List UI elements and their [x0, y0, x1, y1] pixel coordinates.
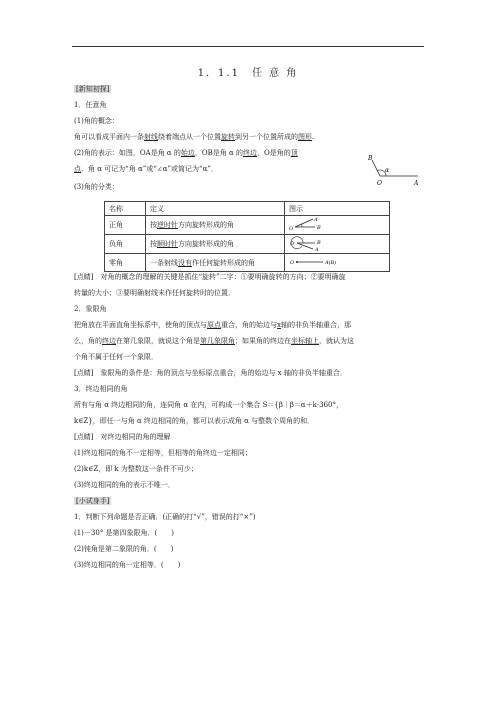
section-tag-new-knowledge: [新知初探] — [76, 85, 110, 93]
exercise-item-3: (3)终边相同的角一定相等．( ) — [74, 561, 181, 569]
heading-coterminal-angle: 3．终边相同的角 — [74, 385, 128, 393]
top-rule — [72, 46, 424, 47]
table-row — [105, 235, 390, 254]
fig-label-alpha: α — [385, 167, 390, 174]
exercise-item-2: (2)钝角是第二象限的角．( ) — [74, 545, 174, 553]
coterminal-text-line2: k∈Z}，即任一与角 α 终边相同的角，都可以表示成角 α 与整数个周角的和． — [74, 417, 315, 425]
exercise-item-1: (1)－30° 是第四象限角．( ) — [74, 529, 175, 537]
svg-text:A: A — [314, 217, 318, 223]
heading-arbitrary-angle: 1．任意角 — [74, 101, 107, 109]
svg-text:B: B — [317, 240, 321, 246]
page-title: 1．1.1 任 意 角 — [197, 68, 299, 79]
quadrant-text-line2: 么，角的终边在第几象限，就说这个角是第几象限角；如果角的终边在坐标轴上，就认为这 — [74, 337, 354, 345]
concept-heading: (1)角的概念： — [74, 117, 119, 125]
fig-label-a: A — [414, 180, 419, 187]
row-definition: 一条射线没有作任何旋转形成的角 — [146, 254, 285, 272]
fig-label-b: B — [368, 155, 373, 162]
svg-text:B: B — [317, 225, 321, 231]
heading-quadrant-angle: 2．象限角 — [74, 305, 107, 313]
negative-angle-figure — [285, 235, 390, 254]
angle-classification-table — [104, 201, 390, 272]
representation-text: (2)角的表示：如图，OA是角 α 的始边，OB是角 α 的终边，O是角的顶 — [74, 149, 298, 157]
note-angle-concept-line1: [点睛] 对角的概念的理解的关键是抓住“旋转”二字：①要明确旋转的方向；②要明确旋 — [74, 273, 346, 281]
note-quadrant-angle: [点睛] 象限角的条件是：角的顶点与坐标原点重合，角的始边与 x 轴的非负半轴重合． — [74, 369, 347, 377]
header-figure: 图示 — [285, 202, 390, 216]
note-coterminal-item2: (2)k∈Z，即 k 为整数这一条件不可少； — [74, 465, 198, 473]
table-row — [105, 254, 390, 272]
header-name: 名称 — [105, 202, 146, 216]
representation-text-cont: 点．角 α 可记为“角 α”或“∠α”或简记为“α”． — [74, 165, 218, 173]
quadrant-text-line1: 把角放在平面直角坐标系中，使角的顶点与原点重合，角的始边与x轴的非负半轴重合，那 — [74, 321, 351, 329]
row-definition: 按顺时针方向旋转形成的角 — [146, 235, 285, 254]
svg-text:O: O — [290, 241, 295, 247]
note-coterminal-heading: [点睛] 对终边相同的角的理解 — [74, 433, 171, 441]
row-definition: 按逆时针方向旋转形成的角 — [146, 216, 285, 235]
row-name: 正角 — [105, 216, 146, 235]
svg-text:A(B): A(B) — [325, 259, 337, 266]
note-angle-concept-line2: 转量的大小；③要明确射线未作任何旋转时的位置． — [74, 289, 235, 297]
concept-text: 角可以看成平面内一条射线绕着端点从一个位置旋转到另一个位置所成的图形. — [74, 133, 315, 141]
svg-text:O: O — [290, 259, 295, 266]
row-name: 负角 — [105, 235, 146, 254]
fig-label-o: O — [377, 180, 382, 187]
row-name: 零角 — [105, 254, 146, 272]
note-coterminal-item1: (1)终边相同的角不一定相等，但相等的角终边一定相同； — [74, 449, 252, 457]
angle-figure — [366, 154, 422, 188]
positive-angle-figure — [285, 216, 390, 235]
classification-heading: (3)角的分类： — [74, 183, 119, 191]
svg-text:A: A — [315, 247, 319, 251]
header-definition: 定义 — [146, 202, 285, 216]
exercise-question: 1．判断下列命题是否正确．(正确的打“√”，错误的打“×”) — [74, 513, 256, 521]
quadrant-text-line3: 个角不属于任何一个象限． — [74, 353, 158, 361]
svg-text:O: O — [289, 226, 294, 232]
zero-angle-figure — [285, 254, 390, 272]
note-coterminal-item3: (3)终边相同的角的表示不唯一． — [74, 481, 175, 489]
coterminal-text-line1: 所有与角 α 终边相同的角，连同角 α 在内，可构成一个集合 S＝{β｜β＝α＋k·360°， — [74, 401, 343, 409]
table-header-row — [105, 202, 390, 216]
table-row — [105, 216, 390, 235]
section-tag-quick-test: [小试身手] — [76, 497, 110, 505]
